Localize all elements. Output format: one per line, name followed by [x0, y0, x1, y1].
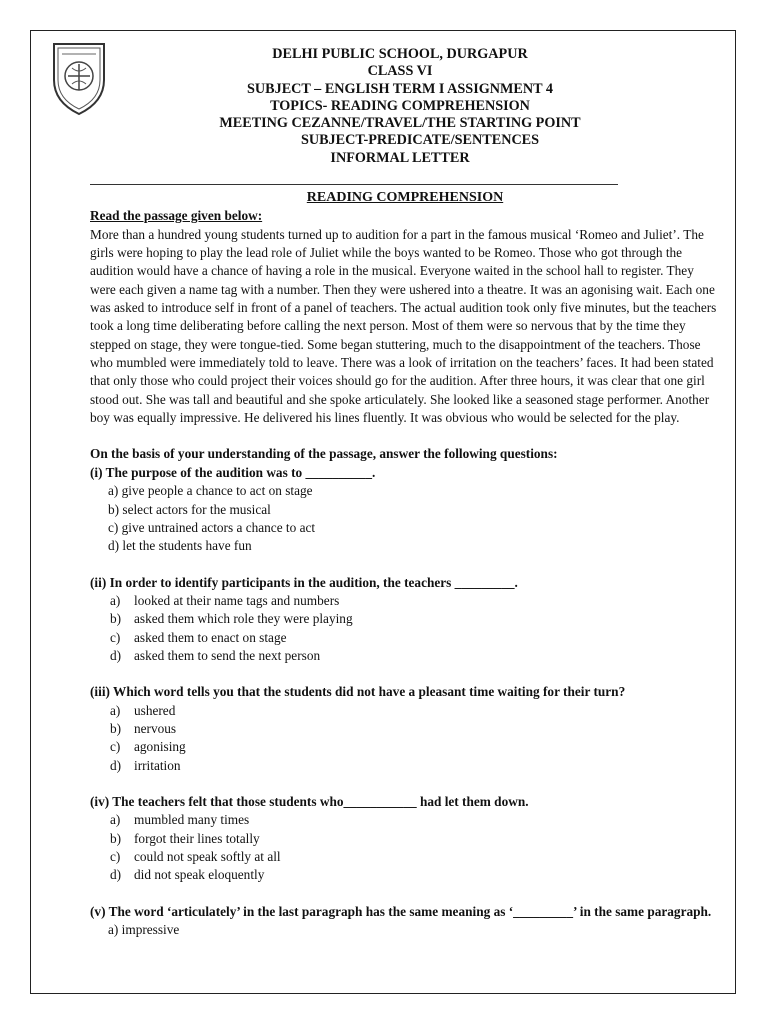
section-title: READING COMPREHENSION: [306, 190, 504, 205]
questions-instruction: On the basis of your understanding of the passage, answer the following questions:: [90, 446, 558, 462]
header-line-topics: TOPICS- READING COMPREHENSION: [270, 97, 530, 114]
option-label: c): [110, 629, 121, 645]
option: a) give people a chance to act on stage: [108, 483, 313, 499]
option-text: mumbled many times: [134, 812, 250, 828]
header-line-chapters: MEETING CEZANNE/TRAVEL/THE STARTING POINT: [219, 115, 581, 132]
option-label: d): [110, 867, 122, 883]
option: [90, 848, 720, 866]
question-4: [90, 793, 720, 885]
option: [90, 647, 720, 665]
option: c) give untrained actors a chance to act: [108, 519, 316, 535]
document-header: [150, 46, 650, 167]
question-text: (iv) The teachers felt that those students who___________ had let them down.: [90, 793, 529, 809]
option-label: a): [110, 592, 121, 608]
question-text: (v) The word ‘articulately’ in the last paragraph has the same meaning as ‘_________’ in the same paragraph.: [90, 903, 712, 919]
option-text: asked them to enact on stage: [134, 629, 287, 645]
question-text: (i) The purpose of the audition was to __________.: [90, 464, 376, 480]
question-5: [90, 903, 720, 940]
question-2: [90, 574, 720, 666]
passage-lead: Read the passage given below:: [90, 208, 263, 224]
option-label: b): [110, 830, 122, 846]
school-crest-logo: [48, 40, 110, 118]
option: [90, 757, 720, 775]
option: [90, 811, 720, 829]
option: [90, 610, 720, 628]
option-text: asked them to send the next person: [134, 647, 321, 663]
option: [90, 702, 720, 720]
option: b) select actors for the musical: [108, 501, 271, 517]
option-text: looked at their name tags and numbers: [134, 592, 340, 608]
header-line-letter: INFORMAL LETTER: [330, 149, 470, 166]
option-text: asked them which role they were playing: [134, 611, 353, 627]
question-text: (iii) Which word tells you that the students did not have a pleasant time waiting for their turn?: [90, 684, 626, 700]
header-line-grammar: SUBJECT-PREDICATE/SENTENCES: [300, 132, 540, 149]
option-text: nervous: [134, 720, 177, 736]
option-label: b): [110, 611, 122, 627]
option: [90, 720, 720, 738]
option: [90, 866, 720, 884]
option-label: d): [110, 757, 122, 773]
option-label: b): [110, 720, 122, 736]
header-line-class: CLASS VI: [367, 63, 433, 80]
option-text: forgot their lines totally: [134, 830, 260, 846]
question-1: [90, 464, 720, 556]
option-text: agonising: [134, 739, 186, 755]
option-text: ushered: [134, 702, 176, 718]
option: a) impressive: [108, 922, 180, 938]
option-label: c): [110, 849, 121, 864]
option-label: c): [110, 739, 121, 755]
header-divider: [90, 184, 618, 185]
passage-text: More than a hundred young students turned up to audition for a part in the famous musical ‘Romeo and Juliet’. The girls were hoping to play the lead role of Juliet while the boys wanted to be Romeo. Those who got through the audition would have a chance of having a role in the musical. Everyone waited in the school hall to register. They were each given a name tag with a number. Then they were ushered into a theatre. It was an agonising wait. Each one was asked to introduce self in front of a panel of teachers. The actual audition took only five minutes, but the teachers took a long time deliberating before calling the next person. Most of them were so nervous that by the time they stepped on stage, they were tongue-tied. Some began stuttering, much to the disappointment of the teachers. Those who mumbled were immediately told to leave. There was a look of irritation on the teachers’ faces. It had been stated that only those who could project their voices should go for the audition. After three hours, it was clear that one girl stood out. She was tall and beautiful and she spoke articulately. She looked like a seasoned stage performer. Another boy was equally impressive. He delivered his lines fluently. It was obvious who would be selected for the play.: [90, 226, 717, 426]
option: [90, 738, 720, 756]
document-body: [90, 189, 720, 939]
option-label: d): [110, 647, 122, 663]
option-label: a): [110, 812, 121, 828]
option-text: could not speak softly at all: [134, 849, 281, 864]
option: [90, 830, 720, 848]
option-text: irritation: [134, 757, 181, 773]
question-3: [90, 683, 720, 775]
option: [90, 629, 720, 647]
option: [90, 592, 720, 610]
option-label: a): [110, 702, 121, 718]
header-line-school: DELHI PUBLIC SCHOOL, DURGAPUR: [272, 46, 528, 62]
question-text: (ii) In order to identify participants in the audition, the teachers _________.: [90, 574, 518, 590]
header-line-subject: SUBJECT – ENGLISH TERM I ASSIGNMENT 4: [247, 80, 553, 97]
option: d) let the students have fun: [108, 538, 252, 554]
option-text: did not speak eloquently: [134, 867, 265, 883]
